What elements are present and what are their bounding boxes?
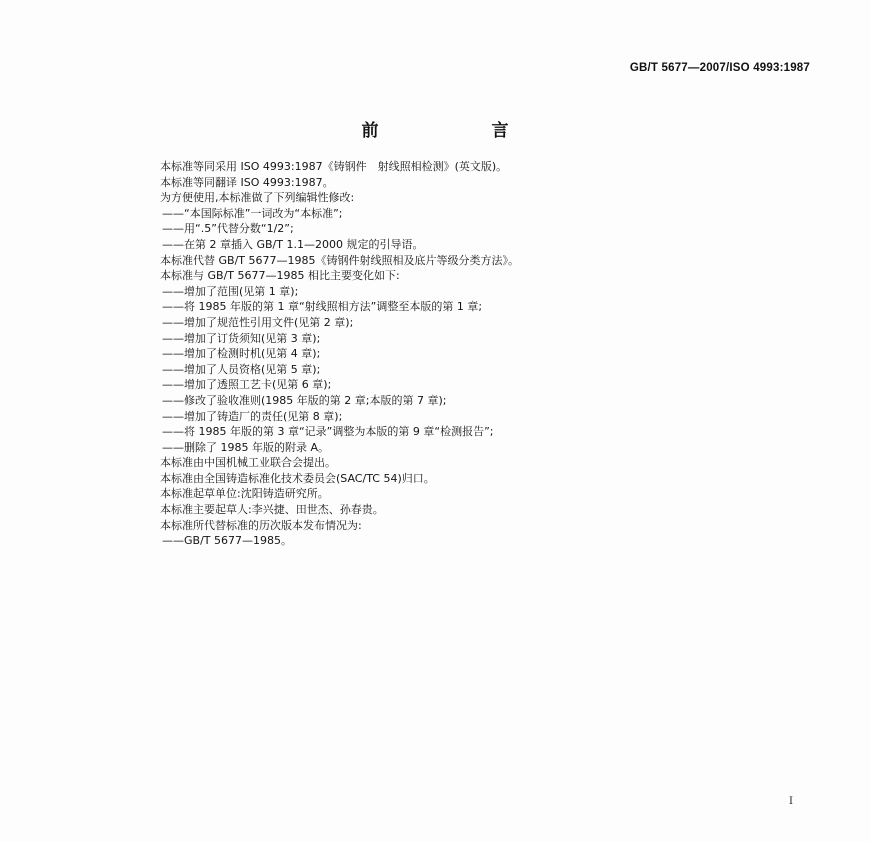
- list-item: ——增加了人员资格(见第 5 章);: [162, 362, 321, 376]
- text-line: 本标准所代替标准的历次版本发布情况为:: [160, 518, 362, 532]
- text-line: 本标准代替 GB/T 5677—1985《铸钢件射线照相及底片等级分类方法》。: [160, 253, 519, 267]
- text-line: 本标准起草单位:沈阳铸造研究所。: [160, 487, 329, 501]
- list-item: ——GB/T 5677—1985。: [162, 534, 292, 548]
- text-line: 本标准由中国机械工业联合会提出。: [160, 456, 336, 470]
- list-item: ——增加了范围(见第 1 章);: [162, 284, 299, 298]
- text-line: 本标准主要起草人:李兴捷、田世杰、孙春贵。: [160, 503, 384, 517]
- list-item: ——修改了验收准则(1985 年版的第 2 章;本版的第 7 章);: [162, 393, 447, 407]
- list-item: ——将 1985 年版的第 3 章“记录”调整为本版的第 9 章“检测报告”;: [162, 425, 494, 439]
- list-item: ——增加了规范性引用文件(见第 2 章);: [162, 315, 354, 329]
- list-item: ——“本国际标准”一词改为“本标准”;: [162, 206, 343, 220]
- text-line: 为方便使用,本标准做了下列编辑性修改:: [160, 191, 355, 205]
- list-item: ——删除了 1985 年版的附录 A。: [162, 440, 330, 454]
- text-line: 本标准由全国铸造标准化技术委员会(SAC/TC 54)归口。: [160, 471, 435, 485]
- list-item: ——在第 2 章插入 GB/T 1.1—2000 规定的引导语。: [162, 237, 424, 251]
- list-item: ——增加了检测时机(见第 4 章);: [162, 347, 321, 361]
- page-number: I: [789, 796, 793, 807]
- page-title: 前 言: [361, 121, 557, 141]
- list-item: ——增加了铸造厂的责任(见第 8 章);: [162, 409, 343, 423]
- text-line: 本标准与 GB/T 5677—1985 相比主要变化如下:: [160, 269, 400, 283]
- text-line: 本标准等同采用 ISO 4993:1987《铸钢件 射线照相检测》(英文版)。: [160, 160, 508, 173]
- foreword-body: [160, 159, 720, 549]
- standard-code: GB/T 5677—2007/ISO 4993:1987: [629, 62, 810, 74]
- list-item: ——增加了订货须知(见第 3 章);: [162, 331, 321, 345]
- list-item: ——将 1985 年版的第 1 章“射线照相方法”调整至本版的第 1 章;: [162, 300, 483, 314]
- list-item: ——增加了透照工艺卡(见第 6 章);: [162, 378, 332, 392]
- text-line: 本标准等同翻译 ISO 4993:1987。: [160, 175, 334, 189]
- list-item: ——用“.5”代替分数“1/2”;: [162, 222, 294, 236]
